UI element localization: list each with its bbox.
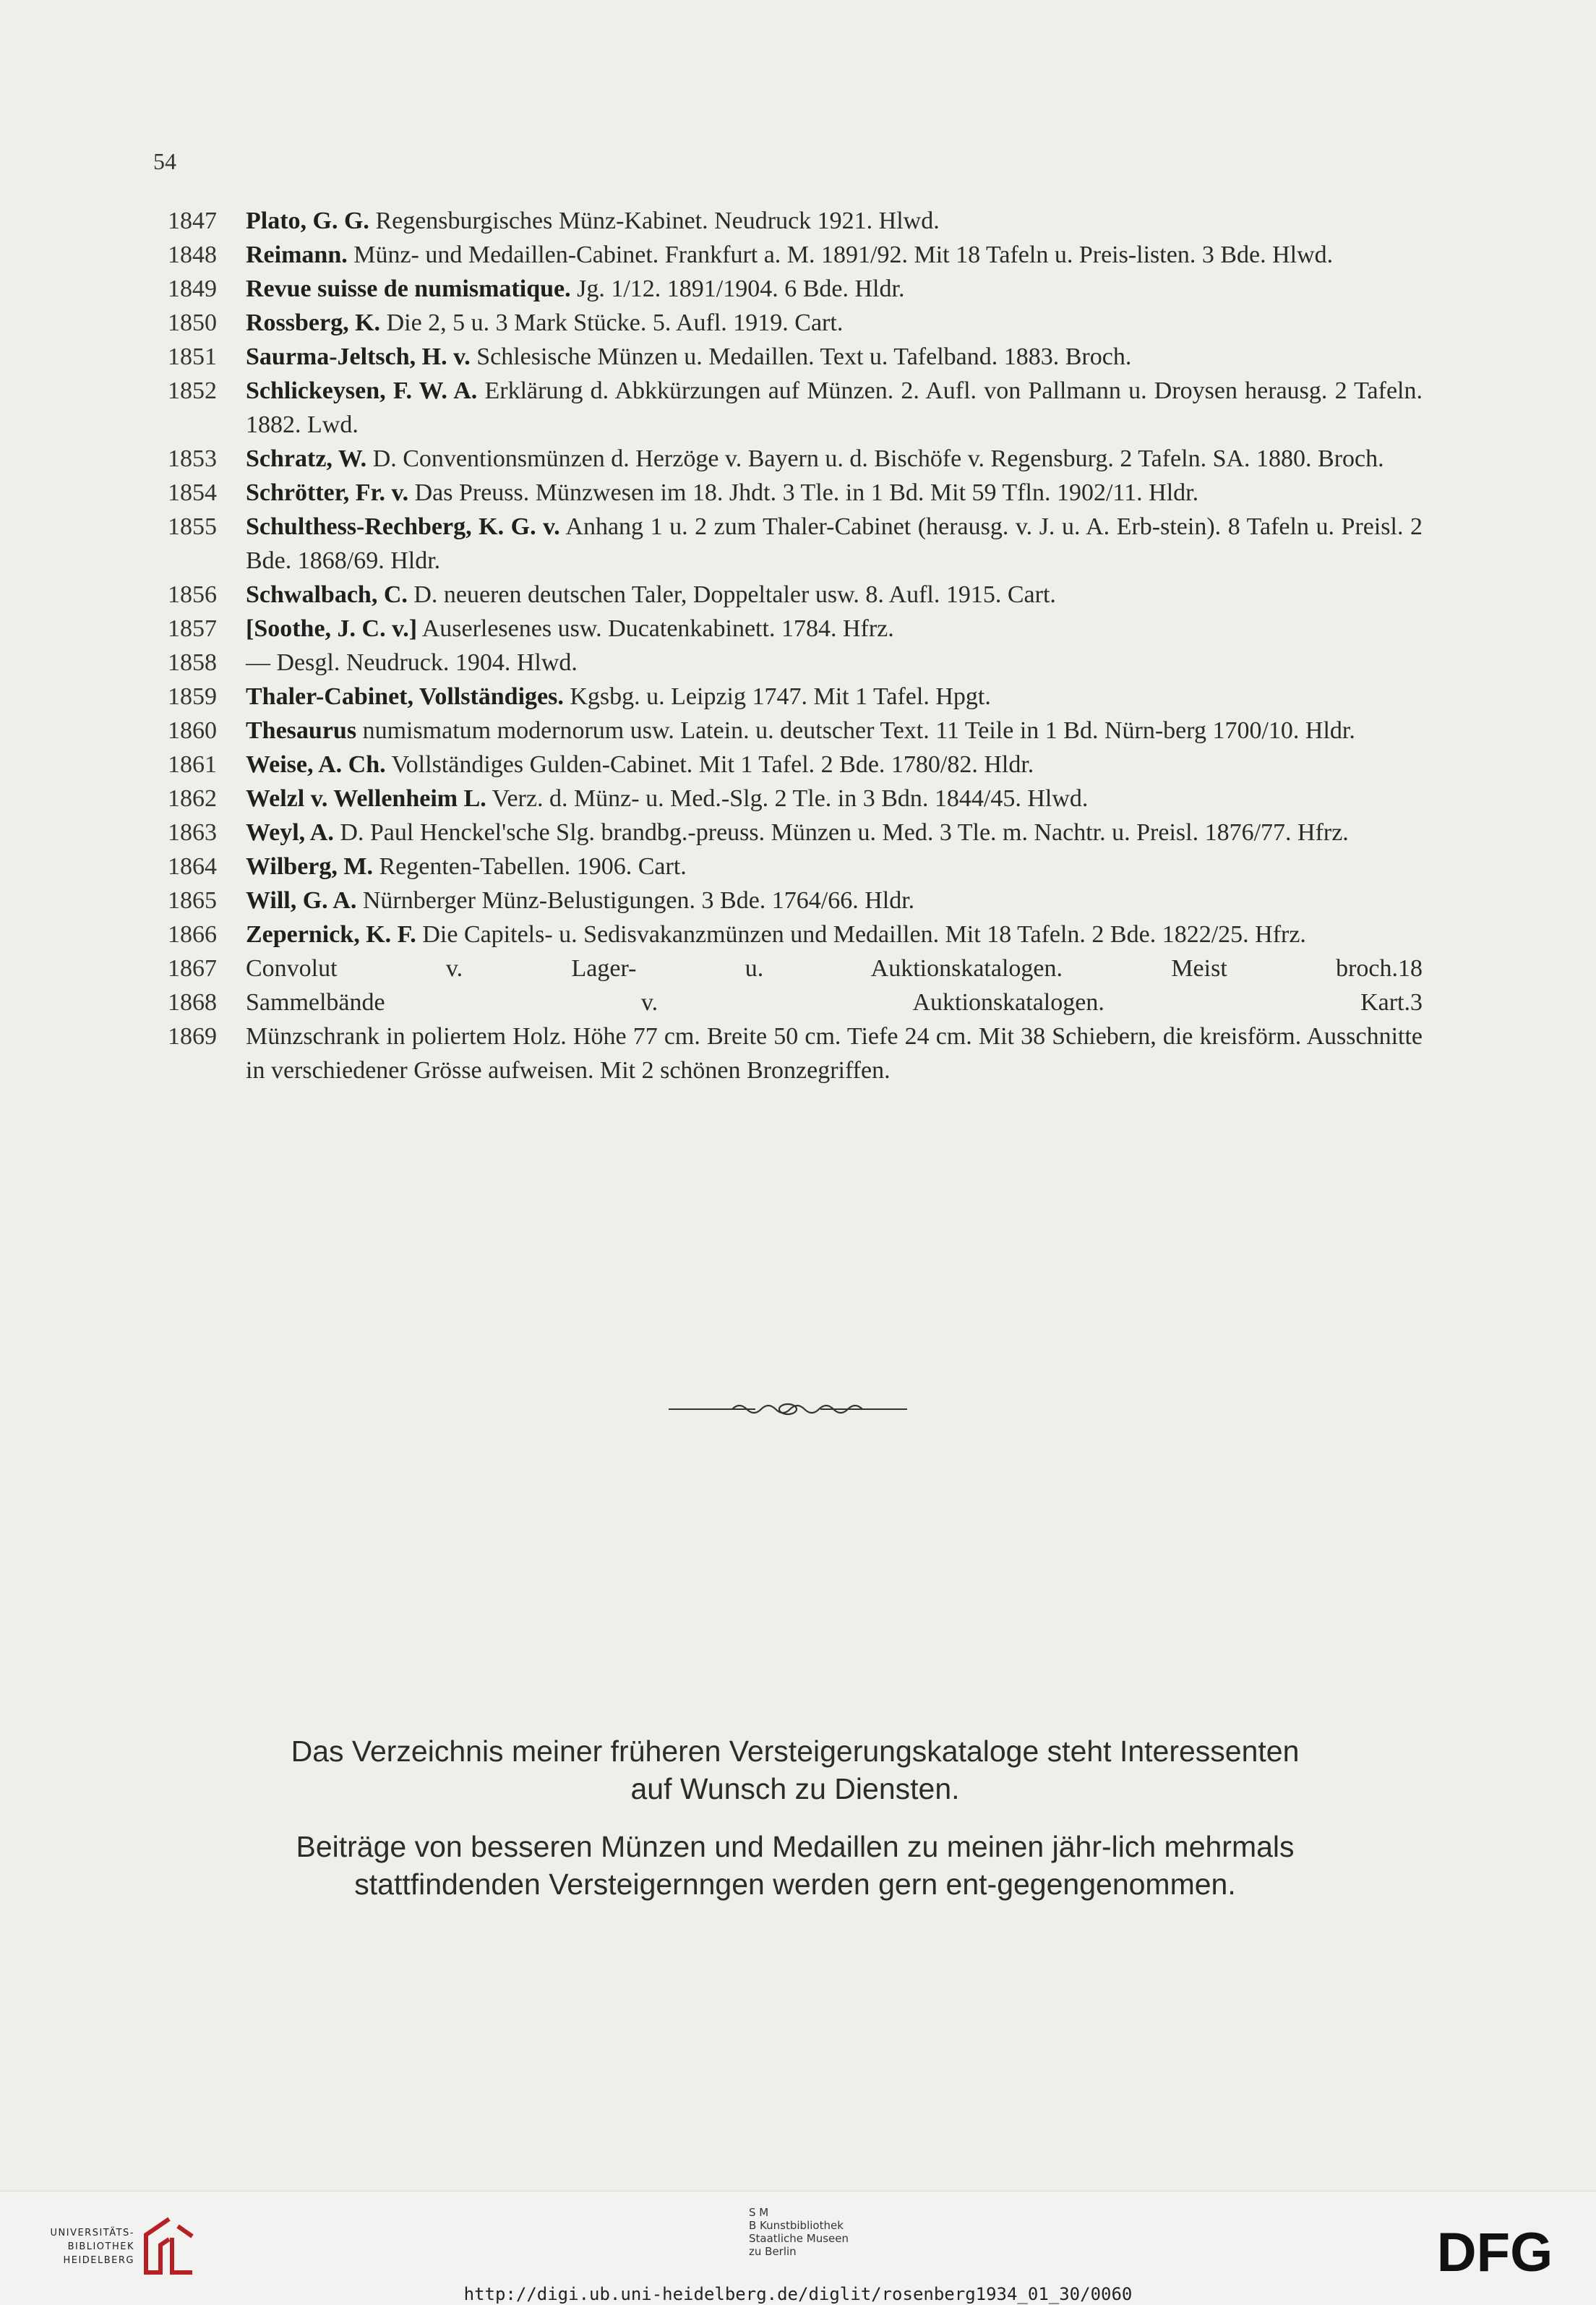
lot-number: 1857 <box>168 615 217 642</box>
dfg-logo-text: DFG <box>1436 2223 1553 2281</box>
lot-number: 1849 <box>168 275 217 302</box>
entry-author: Welzl v. Wellenheim L. <box>246 785 486 812</box>
lot-number: 1861 <box>168 751 217 778</box>
entry-text: D. neueren deutschen Taler, Doppeltaler usw. 8. Aufl. 1915. Cart. <box>413 581 1056 608</box>
entry-price: 3 <box>1410 989 1423 1016</box>
catalog-entry <box>0 340 1596 374</box>
entry-author: Schwalbach, C. <box>246 581 408 608</box>
catalog-entry <box>0 306 1596 340</box>
smb-kunstbibliothek-logo[interactable]: S M B Kunstbibliothek Staatliche Museen zu Berlin <box>749 2206 849 2258</box>
entry-text: Münz- und Medaillen-Cabinet. Frankfurt a. M. 1891/92. Mit 18 Tafeln u. Preis-listen. 3 Bde. Hlwd. <box>353 241 1334 268</box>
entry-description <box>246 476 1423 510</box>
entry-text: — Desgl. Neudruck. 1904. Hlwd. <box>246 649 578 676</box>
entry-description <box>246 374 1423 442</box>
entry-text: numismatum modernorum usw. Latein. u. deutscher Text. 11 Teile in 1 Bd. Nürn-berg 1700/10. Hldr. <box>362 717 1355 744</box>
entry-text: Regenten-Tabellen. 1906. Cart. <box>379 853 687 880</box>
lot-number: 1862 <box>168 785 217 812</box>
entry-text: Regensburgisches Münz-Kabinet. Neudruck 1921. Hlwd. <box>375 208 940 234</box>
catalog-entry <box>0 476 1596 510</box>
entry-text: Die 2, 5 u. 3 Mark Stücke. 5. Aufl. 1919. Cart. <box>386 309 844 336</box>
lot-number: 1852 <box>168 377 217 404</box>
entry-author: Reimann. <box>246 241 348 268</box>
dfg-logo[interactable] <box>1423 2223 1567 2281</box>
entry-description <box>246 272 1423 306</box>
lot-number: 1867 <box>168 955 217 982</box>
catalog-entry <box>0 850 1596 884</box>
entry-author: Schratz, W. <box>246 445 367 472</box>
entry-description <box>246 646 1423 680</box>
entry-text: Sammelbände v. Auktionskatalogen. Kart. <box>246 989 1410 1016</box>
catalog-entry <box>0 680 1596 714</box>
entry-author: Zepernick, K. F. <box>246 921 416 948</box>
entry-description <box>246 340 1423 374</box>
catalog-entry <box>0 714 1596 748</box>
entry-text: D. Conventionsmünzen d. Herzöge v. Bayern u. d. Bischöfe v. Regensburg. 2 Tafeln. SA. 1880. Broch. <box>372 445 1384 472</box>
lot-number: 1863 <box>168 819 217 846</box>
entry-text: Anhang 1 u. 2 zum Thaler-Cabinet (herausg. v. J. u. A. Erb-stein). 8 Tafeln u. Preisl. 2 Bde. 1868/69. Hldr. <box>246 513 1423 574</box>
entry-text: D. Paul Henckel'sche Slg. brandbg.-preuss. Münzen u. Med. 3 Tle. m. Nachtr. u. Preisl. 1876/77. Hfrz. <box>340 819 1349 846</box>
entry-author: Rossberg, K. <box>246 309 381 336</box>
entry-description <box>246 884 1423 918</box>
entry-description <box>246 985 1423 1019</box>
catalog-entries <box>0 204 1596 1087</box>
entry-text: Die Capitels- u. Sedisvakanzmünzen und Medaillen. Mit 18 Tafeln. 2 Bde. 1822/25. Hfrz. <box>422 921 1306 948</box>
catalog-entry <box>0 612 1596 646</box>
entry-price: 18 <box>1398 955 1423 982</box>
entry-text: Jg. 1/12. 1891/1904. 6 Bde. Hldr. <box>577 275 905 302</box>
catalog-entry <box>0 985 1596 1019</box>
entry-author: Thesaurus <box>246 717 357 744</box>
source-url[interactable]: http://digi.ub.uni-heidelberg.de/diglit/rosenberg1934_01_30/0060 <box>463 2284 1133 2304</box>
lot-number: 1848 <box>168 241 217 268</box>
lot-number: 1866 <box>168 921 217 948</box>
entry-description <box>246 204 1423 238</box>
entry-author: [Soothe, J. C. v.] <box>246 615 418 642</box>
digitization-footer <box>0 2191 1596 2305</box>
catalog-entry <box>0 442 1596 476</box>
entry-text: Erklärung d. Abkkürzungen auf Münzen. 2. Aufl. von Pallmann u. Droysen herausg. 2 Tafeln. 1882. Lwd. <box>246 377 1423 438</box>
entry-text: Münzschrank in poliertem Holz. Höhe 77 cm. Breite 50 cm. Tiefe 24 cm. Mit 38 Schiebern, die kreisförm. Ausschnitte in verschiedener Grösse aufweisen. Mit 2 schönen Bronzegriffen. <box>246 1023 1423 1084</box>
catalog-entry <box>0 374 1596 442</box>
catalog-entry <box>0 884 1596 918</box>
lot-number: 1865 <box>168 887 217 914</box>
entry-text: Das Preuss. Münzwesen im 18. Jhdt. 3 Tle. in 1 Bd. Mit 59 Tfln. 1902/11. Hldr. <box>414 479 1199 506</box>
page-number: 54 <box>153 148 176 174</box>
entry-description <box>246 748 1423 782</box>
library-emblem-icon <box>140 2216 198 2275</box>
catalog-entry <box>0 578 1596 612</box>
entry-author: Weise, A. Ch. <box>246 751 386 778</box>
entry-description <box>246 612 1423 646</box>
lot-number: 1854 <box>168 479 217 506</box>
catalog-entry <box>0 272 1596 306</box>
lot-number: 1860 <box>168 717 217 744</box>
entry-author: Will, G. A. <box>246 887 357 914</box>
entry-text: Convolut v. Lager- u. Auktionskatalogen. Meist broch. <box>246 955 1398 982</box>
lot-number: 1859 <box>168 683 217 710</box>
entry-description <box>246 238 1423 272</box>
lot-number: 1851 <box>168 343 217 370</box>
catalog-entry <box>0 1019 1596 1087</box>
library-name: UNIVERSITÄTS- BIBLIOTHEK HEIDELBERG <box>50 2228 134 2266</box>
entry-author: Schulthess-Rechberg, K. G. v. <box>246 513 560 540</box>
entry-author: Wilberg, M. <box>246 853 373 880</box>
lot-number: 1868 <box>168 989 217 1016</box>
entry-description <box>246 680 1423 714</box>
entry-description <box>246 816 1423 850</box>
entry-author: Thaler-Cabinet, Vollständiges. <box>246 683 564 710</box>
entry-text: Schlesische Münzen u. Medaillen. Text u. Tafelband. 1883. Broch. <box>476 343 1132 370</box>
lot-number: 1853 <box>168 445 217 472</box>
entry-author: Revue suisse de numismatique. <box>246 275 571 302</box>
heidelberg-library-logo[interactable] <box>26 2212 200 2284</box>
entry-author: Saurma-Jeltsch, H. v. <box>246 343 471 370</box>
entry-text: Auserlesenes usw. Ducatenkabinett. 1784. Hfrz. <box>421 615 894 642</box>
entry-author: Weyl, A. <box>246 819 334 846</box>
entry-description <box>246 578 1423 612</box>
lot-number: 1847 <box>168 208 217 234</box>
decorative-ornament <box>669 1399 907 1419</box>
entry-author: Plato, G. G. <box>246 208 369 234</box>
catalog-entry <box>0 204 1596 238</box>
catalog-entry <box>0 238 1596 272</box>
lot-number: 1855 <box>168 513 217 540</box>
entry-author: Schrötter, Fr. v. <box>246 479 409 506</box>
entry-description <box>246 951 1423 985</box>
catalog-entry <box>0 918 1596 951</box>
entry-description <box>246 306 1423 340</box>
entry-text: Vollständiges Gulden-Cabinet. Mit 1 Tafel. 2 Bde. 1780/82. Hldr. <box>391 751 1034 778</box>
entry-description <box>246 1019 1423 1087</box>
catalog-entry <box>0 510 1596 578</box>
notice-previous-catalogs: Das Verzeichnis meiner früheren Versteigerungskataloge steht Interessenten auf Wunsch zu Diensten. <box>291 1735 1300 1805</box>
entry-text: Kgsbg. u. Leipzig 1747. Mit 1 Tafel. Hpgt. <box>570 683 991 710</box>
entry-description <box>246 714 1423 748</box>
entry-description <box>246 510 1423 578</box>
catalog-entry <box>0 646 1596 680</box>
catalog-entry <box>0 951 1596 985</box>
notice-consignments: Beiträge von besseren Münzen und Medaillen zu meinen jähr-lich mehrmals stattfindenden Versteigernngen werden gern ent-gegengenommen. <box>296 1830 1295 1901</box>
lot-number: 1869 <box>168 1023 217 1050</box>
catalog-entry <box>0 748 1596 782</box>
lot-number: 1864 <box>168 853 217 880</box>
lot-number: 1850 <box>168 309 217 336</box>
entry-description <box>246 850 1423 884</box>
entry-author: Schlickeysen, F. W. A. <box>246 377 478 404</box>
lot-number: 1856 <box>168 581 217 608</box>
entry-description <box>246 918 1423 951</box>
lot-number: 1858 <box>168 649 217 676</box>
catalog-entry <box>0 816 1596 850</box>
entry-description <box>246 782 1423 816</box>
entry-text: Verz. d. Münz- u. Med.-Slg. 2 Tle. in 3 Bdn. 1844/45. Hlwd. <box>492 785 1089 812</box>
entry-text: Nürnberger Münz-Belustigungen. 3 Bde. 1764/66. Hldr. <box>362 887 915 914</box>
entry-description <box>246 442 1423 476</box>
catalog-entry <box>0 782 1596 816</box>
